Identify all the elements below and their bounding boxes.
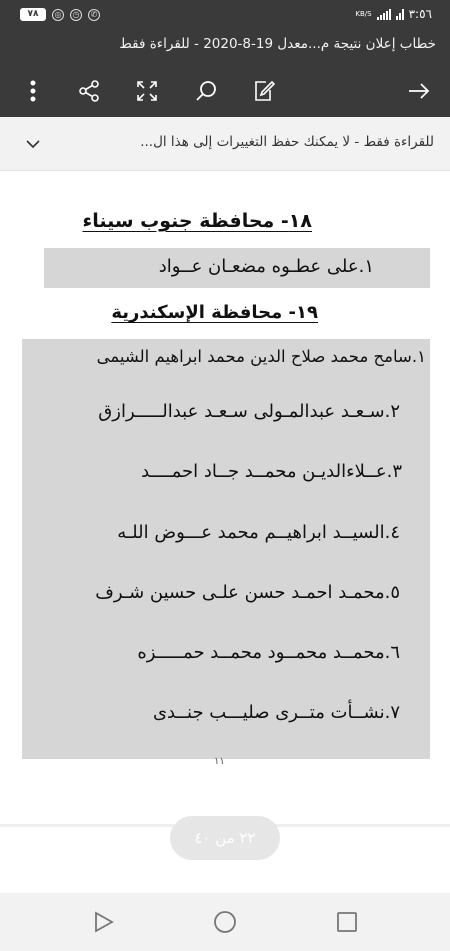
chevron-down-icon[interactable] bbox=[24, 135, 42, 153]
status-bar bbox=[0, 0, 450, 30]
recents-icon[interactable] bbox=[334, 909, 360, 935]
document-page[interactable] bbox=[0, 172, 450, 827]
section-heading-18: ١٨- محافظة جنوب سيناء bbox=[82, 210, 312, 232]
clock: ٣:٥٦ bbox=[408, 7, 432, 21]
back-icon[interactable] bbox=[90, 909, 116, 935]
status-right bbox=[355, 7, 432, 21]
readonly-banner-text: للقراءة فقط - لا يمكنك حفظ التغييرات إلى هذا ال... bbox=[140, 134, 434, 150]
forward-button[interactable] bbox=[404, 76, 434, 106]
list-item: ١.على عطـوه مضعـان عــواد bbox=[158, 256, 374, 277]
page-number: ١١ bbox=[214, 756, 225, 767]
whatsapp-icon: ✆ bbox=[88, 9, 100, 21]
system-nav-bar bbox=[0, 893, 450, 951]
list-item: ٧.نشــأت متــرى صليـــب جنــدى bbox=[152, 702, 400, 723]
list-item: ١.سامح محمد صلاح الدين محمد ابراهيم الشيمى bbox=[96, 347, 426, 366]
forward-arrow-icon bbox=[407, 79, 431, 103]
alarm-icon: ◷ bbox=[70, 9, 82, 21]
list-item: ٣.عــلاءالديـن محمــد جــاد احمــــد bbox=[141, 461, 402, 482]
fullscreen-button[interactable] bbox=[132, 76, 162, 106]
list-item: ٥.محمـد احمـد حسن علـى حسين شـرف bbox=[95, 582, 400, 603]
search-button[interactable] bbox=[191, 76, 221, 106]
section-heading-19: ١٩- محافظة الإسكندرية bbox=[111, 302, 318, 323]
search-icon bbox=[194, 79, 218, 103]
readonly-banner[interactable] bbox=[0, 117, 450, 171]
section-18-box bbox=[44, 248, 430, 288]
battery-indicator: ٧٨ bbox=[20, 8, 46, 21]
share-button[interactable] bbox=[74, 76, 104, 106]
edit-button[interactable] bbox=[249, 76, 279, 106]
signal-icon bbox=[377, 9, 391, 20]
notification-icon: ◎ bbox=[52, 9, 64, 21]
edit-icon bbox=[252, 79, 276, 103]
section-19-box bbox=[22, 339, 430, 759]
home-icon[interactable] bbox=[212, 909, 238, 935]
list-item: ٤.السيــد ابراهيــم محمد عـــوض اللـه bbox=[117, 522, 400, 543]
share-icon bbox=[77, 79, 101, 103]
page-indicator: ٢٢ من ٤٠ bbox=[170, 816, 280, 860]
more-icon bbox=[30, 80, 36, 102]
list-item: ٢.سـعـد عبدالمـولى سـعـد عبدالـــــرازق bbox=[98, 401, 400, 422]
toolbar bbox=[0, 68, 450, 114]
fullscreen-icon bbox=[135, 79, 159, 103]
list-item: ٦.محمــد محمــود محمــد حمـــــزه bbox=[137, 642, 400, 663]
more-button[interactable] bbox=[18, 76, 48, 106]
status-left bbox=[20, 8, 100, 21]
document-title: خطاب إعلان نتيجة م...معدل 19-8-2020 - للقراءة فقط bbox=[119, 36, 436, 52]
network-speed: KB/S bbox=[355, 10, 372, 18]
app-header bbox=[0, 0, 450, 117]
signal-icon-2 bbox=[396, 9, 404, 20]
